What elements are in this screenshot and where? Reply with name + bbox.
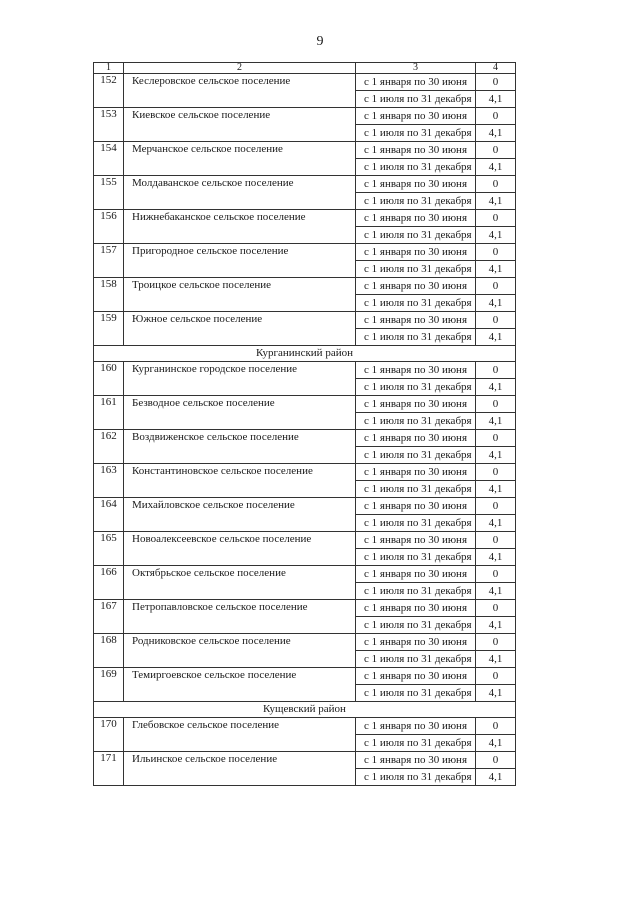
period-cell: с 1 июля по 31 декабря	[356, 193, 476, 210]
period-cell: с 1 января по 30 июня	[356, 278, 476, 295]
table-row	[94, 312, 516, 329]
rate-cell: 0	[476, 532, 516, 549]
rate-cell: 4,1	[476, 91, 516, 108]
period-cell: с 1 июля по 31 декабря	[356, 227, 476, 244]
rate-cell: 0	[476, 244, 516, 261]
period-cell: с 1 июля по 31 декабря	[356, 685, 476, 702]
rate-cell: 0	[476, 108, 516, 125]
settlement-name: Кеслеровское сельское поселение	[124, 74, 356, 108]
rate-cell: 0	[476, 718, 516, 735]
rate-cell: 4,1	[476, 769, 516, 786]
rate-cell: 4,1	[476, 295, 516, 312]
settlement-name: Киевское сельское поселение	[124, 108, 356, 142]
rate-cell: 4,1	[476, 379, 516, 396]
table-row	[94, 498, 516, 515]
row-number: 156	[94, 210, 124, 244]
row-number: 166	[94, 566, 124, 600]
settlement-name: Темиргоевское сельское поселение	[124, 668, 356, 702]
rate-cell: 4,1	[476, 685, 516, 702]
table-row	[94, 244, 516, 261]
period-cell: с 1 января по 30 июня	[356, 718, 476, 735]
period-cell: с 1 июля по 31 декабря	[356, 651, 476, 668]
row-number: 157	[94, 244, 124, 278]
rate-cell: 0	[476, 74, 516, 91]
district-name: Курганинский район	[94, 346, 516, 362]
row-number: 163	[94, 464, 124, 498]
period-cell: с 1 января по 30 июня	[356, 464, 476, 481]
settlement-name: Молдаванское сельское поселение	[124, 176, 356, 210]
rate-cell: 4,1	[476, 583, 516, 600]
rate-cell: 4,1	[476, 261, 516, 278]
row-number: 161	[94, 396, 124, 430]
rate-cell: 4,1	[476, 617, 516, 634]
header-col-3: 3	[356, 63, 476, 74]
period-cell: с 1 июля по 31 декабря	[356, 617, 476, 634]
settlement-name: Нижнебаканское сельское поселение	[124, 210, 356, 244]
row-number: 164	[94, 498, 124, 532]
rate-cell: 4,1	[476, 227, 516, 244]
table-row	[94, 278, 516, 295]
period-cell: с 1 января по 30 июня	[356, 244, 476, 261]
row-number: 159	[94, 312, 124, 346]
rate-cell: 4,1	[476, 515, 516, 532]
settlement-name: Родниковское сельское поселение	[124, 634, 356, 668]
period-cell: с 1 июля по 31 декабря	[356, 515, 476, 532]
table-row	[94, 210, 516, 227]
rate-cell: 0	[476, 278, 516, 295]
row-number: 165	[94, 532, 124, 566]
rate-cell: 0	[476, 396, 516, 413]
table-row	[94, 396, 516, 413]
table-row	[94, 600, 516, 617]
period-cell: с 1 июля по 31 декабря	[356, 91, 476, 108]
table-row	[94, 362, 516, 379]
period-cell: с 1 июля по 31 декабря	[356, 481, 476, 498]
rate-cell: 4,1	[476, 329, 516, 346]
settlement-name: Октябрьское сельское поселение	[124, 566, 356, 600]
period-cell: с 1 января по 30 июня	[356, 498, 476, 515]
row-number: 169	[94, 668, 124, 702]
district-name: Кущевский район	[94, 702, 516, 718]
rate-cell: 4,1	[476, 193, 516, 210]
rate-cell: 0	[476, 752, 516, 769]
period-cell: с 1 января по 30 июня	[356, 634, 476, 651]
table-row	[94, 108, 516, 125]
rate-cell: 0	[476, 498, 516, 515]
row-number: 171	[94, 752, 124, 786]
settlement-name: Безводное сельское поселение	[124, 396, 356, 430]
row-number: 158	[94, 278, 124, 312]
district-row	[94, 702, 516, 718]
rate-cell: 4,1	[476, 413, 516, 430]
rate-cell: 0	[476, 668, 516, 685]
header-row	[94, 63, 516, 74]
table-row	[94, 142, 516, 159]
period-cell: с 1 июля по 31 декабря	[356, 735, 476, 752]
period-cell: с 1 января по 30 июня	[356, 142, 476, 159]
row-number: 170	[94, 718, 124, 752]
header-col-1: 1	[94, 63, 124, 74]
period-cell: с 1 января по 30 июня	[356, 108, 476, 125]
period-cell: с 1 июля по 31 декабря	[356, 379, 476, 396]
period-cell: с 1 января по 30 июня	[356, 430, 476, 447]
rate-cell: 0	[476, 312, 516, 329]
header-col-4: 4	[476, 63, 516, 74]
rate-cell: 0	[476, 430, 516, 447]
period-cell: с 1 января по 30 июня	[356, 176, 476, 193]
row-number: 155	[94, 176, 124, 210]
row-number: 152	[94, 74, 124, 108]
settlement-name: Пригородное сельское поселение	[124, 244, 356, 278]
rate-cell: 4,1	[476, 735, 516, 752]
period-cell: с 1 июля по 31 декабря	[356, 413, 476, 430]
rate-cell: 4,1	[476, 447, 516, 464]
period-cell: с 1 января по 30 июня	[356, 532, 476, 549]
table-row	[94, 176, 516, 193]
settlement-name: Михайловское сельское поселение	[124, 498, 356, 532]
rate-cell: 0	[476, 634, 516, 651]
table-row	[94, 752, 516, 769]
table-row	[94, 430, 516, 447]
settlement-name: Константиновское сельское поселение	[124, 464, 356, 498]
settlement-name: Петропавловское сельское поселение	[124, 600, 356, 634]
period-cell: с 1 июля по 31 декабря	[356, 549, 476, 566]
rate-cell: 4,1	[476, 549, 516, 566]
row-number: 153	[94, 108, 124, 142]
period-cell: с 1 января по 30 июня	[356, 566, 476, 583]
rate-cell: 4,1	[476, 651, 516, 668]
period-cell: с 1 января по 30 июня	[356, 752, 476, 769]
period-cell: с 1 января по 30 июня	[356, 312, 476, 329]
district-row	[94, 346, 516, 362]
period-cell: с 1 июля по 31 декабря	[356, 125, 476, 142]
row-number: 162	[94, 430, 124, 464]
settlement-name: Курганинское городское поселение	[124, 362, 356, 396]
period-cell: с 1 июля по 31 декабря	[356, 295, 476, 312]
settlement-name: Глебовское сельское поселение	[124, 718, 356, 752]
period-cell: с 1 января по 30 июня	[356, 600, 476, 617]
settlement-name: Новоалексеевское сельское поселение	[124, 532, 356, 566]
row-number: 167	[94, 600, 124, 634]
settlement-name: Мерчанское сельское поселение	[124, 142, 356, 176]
header-col-2: 2	[124, 63, 356, 74]
table-row	[94, 566, 516, 583]
period-cell: с 1 января по 30 июня	[356, 668, 476, 685]
settlement-name: Троицкое сельское поселение	[124, 278, 356, 312]
period-cell: с 1 июля по 31 декабря	[356, 329, 476, 346]
rate-cell: 0	[476, 176, 516, 193]
table-row	[94, 464, 516, 481]
period-cell: с 1 июля по 31 декабря	[356, 261, 476, 278]
rate-cell: 0	[476, 600, 516, 617]
period-cell: с 1 января по 30 июня	[356, 74, 476, 91]
rate-cell: 0	[476, 362, 516, 379]
settlement-name: Южное сельское поселение	[124, 312, 356, 346]
period-cell: с 1 июля по 31 декабря	[356, 583, 476, 600]
period-cell: с 1 июля по 31 декабря	[356, 447, 476, 464]
table-row	[94, 668, 516, 685]
table-row	[94, 634, 516, 651]
period-cell: с 1 июля по 31 декабря	[356, 159, 476, 176]
period-cell: с 1 января по 30 июня	[356, 396, 476, 413]
rate-cell: 4,1	[476, 125, 516, 142]
table-row	[94, 532, 516, 549]
period-cell: с 1 июля по 31 декабря	[356, 769, 476, 786]
row-number: 154	[94, 142, 124, 176]
table-row	[94, 718, 516, 735]
period-cell: с 1 января по 30 июня	[356, 210, 476, 227]
settlements-table	[93, 62, 516, 786]
rate-cell: 0	[476, 566, 516, 583]
table-body	[94, 63, 516, 786]
page-number: 9	[316, 34, 324, 49]
rate-cell: 0	[476, 142, 516, 159]
settlement-name: Воздвиженское сельское поселение	[124, 430, 356, 464]
rate-cell: 4,1	[476, 159, 516, 176]
table-row	[94, 74, 516, 91]
rate-cell: 4,1	[476, 481, 516, 498]
period-cell: с 1 января по 30 июня	[356, 362, 476, 379]
settlement-name: Ильинское сельское поселение	[124, 752, 356, 786]
rate-cell: 0	[476, 210, 516, 227]
row-number: 168	[94, 634, 124, 668]
rate-cell: 0	[476, 464, 516, 481]
row-number: 160	[94, 362, 124, 396]
